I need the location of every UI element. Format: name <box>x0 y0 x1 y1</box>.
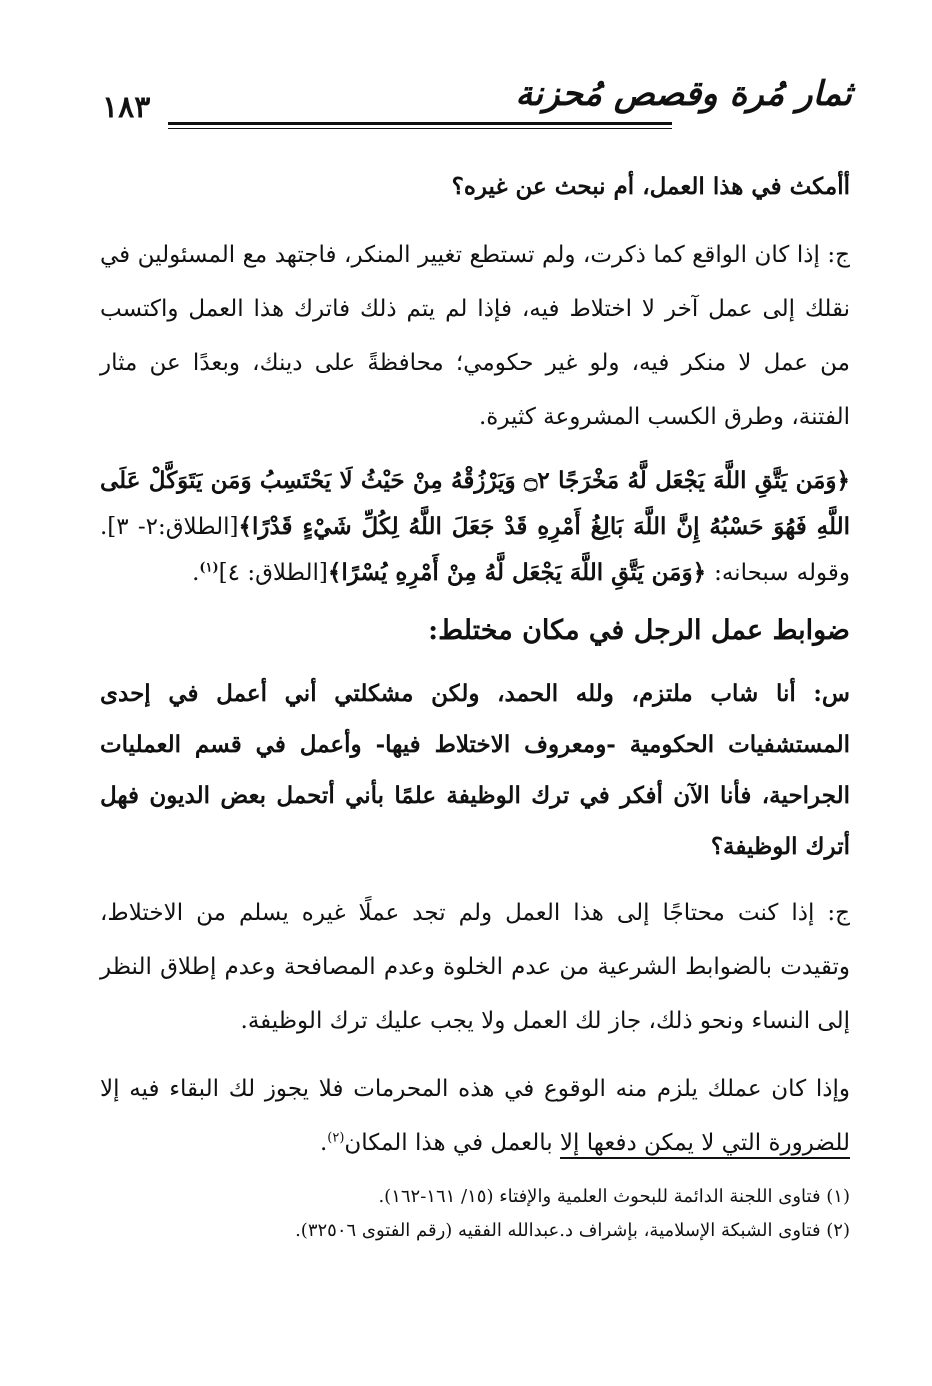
footnote: (٢) فتاوى الشبكة الإسلامية، بإشراف د.عبدالله الفقيه (رقم الفتوى ٣٢٥٠٦). <box>295 1220 850 1241</box>
quran-verse-2: ﴿وَمَن يَتَّقِ اللَّهَ يَجْعَل لَّهُ مِنْ أَمْرِهِ يُسْرًا﴾ <box>327 559 707 586</box>
page-body <box>100 160 850 1184</box>
page-number: ١٨٣ <box>102 90 151 125</box>
quran-quote <box>100 458 850 596</box>
question-paragraph: س: أنا شاب ملتزم، ولله الحمد، ولكن مشكلتي أني أعمل في إحدى المستشفيات الحكومية -ومعروف الاختلاط فيها- وأعمل في قسم العمليات الجراحية، فأنا الآن أفكر في ترك الوظيفة علمًا بأني أتحمل بعض الديون فهل أترك الوظيفة؟ <box>100 680 850 860</box>
header-rule-thin <box>168 128 672 129</box>
answer-paragraph-3 <box>100 1062 850 1170</box>
footnote-marker: (١) <box>199 560 219 576</box>
quran-lead: سبحانه: <box>714 560 789 586</box>
quran-reference: [الطلاق:٢- ٣]. وقوله <box>100 514 850 586</box>
page-header <box>100 72 852 132</box>
sentence-end: . <box>192 560 200 586</box>
header-rule <box>168 122 672 125</box>
answer-text: وإذا كان عملك يلزم منه الوقوع في هذه المحرمات فلا يجوز لك البقاء فيه إلا للضرورة التي لا يمكن دفعها إلا بالعمل في هذا المكان <box>100 1076 850 1156</box>
section-heading: ضوابط عمل الرجل في مكان مختلط: <box>428 615 850 646</box>
footnotes <box>100 1180 850 1248</box>
question-continuation: أأمكث في هذا العمل، أم نبحث عن غيره؟ <box>451 173 850 200</box>
quran-verse: ﴿وَمَن يَتَّقِ اللَّهَ يَجْعَل لَّهُ مَخْرَجًا ۝٢ وَيَرْزُقْهُ مِنْ حَيْثُ لَا يَحْتَسِبُ وَمَن يَتَوَكَّلْ عَلَى اللَّهِ فَهُوَ حَسْبُهُ إِنَّ اللَّهَ بَالِغُ أَمْرِهِ قَدْ جَعَلَ اللَّهُ لِكُلِّ شَيْءٍ قَدْرًا﴾ <box>100 467 850 540</box>
answer-paragraph: ج: إذا كان الواقع كما ذكرت، ولم تستطع تغيير المنكر، فاجتهد مع المسئولين في نقلك إلى عمل آخر لا اختلاط فيه، فإذا لم يتم ذلك فاترك هذا العمل واكتسب من عمل لا منكر فيه، ولو غير حكومي؛ محافظةً على دينك، وبعدًا عن مثار الفتنة، وطرق الكسب المشروعة كثيرة. <box>100 242 850 430</box>
quran-reference-2: [الطلاق: ٤] <box>218 560 328 586</box>
answer-paragraph-2: ج: إذا كنت محتاجًا إلى هذا العمل ولم تجد عملًا غيره يسلم من الاختلاط، وتقيدت بالضوابط الشرعية من عدم الخلوة وعدم المصافحة وعدم إطلاق النظر إلى النساء ونحو ذلك، جاز لك العمل ولا يجب عليك ترك الوظيفة. <box>100 900 850 1034</box>
footnote-separator <box>560 1157 850 1159</box>
footnote-marker-2: (٢) <box>327 1130 345 1146</box>
footnote: (١) فتاوى اللجنة الدائمة للبحوث العلمية والإفتاء (١٥/ ١٦١-١٦٢). <box>378 1186 850 1207</box>
book-title: ثمار مُرة وقصص مُحزنة <box>515 74 852 114</box>
sentence-end-2: . <box>319 1130 328 1156</box>
